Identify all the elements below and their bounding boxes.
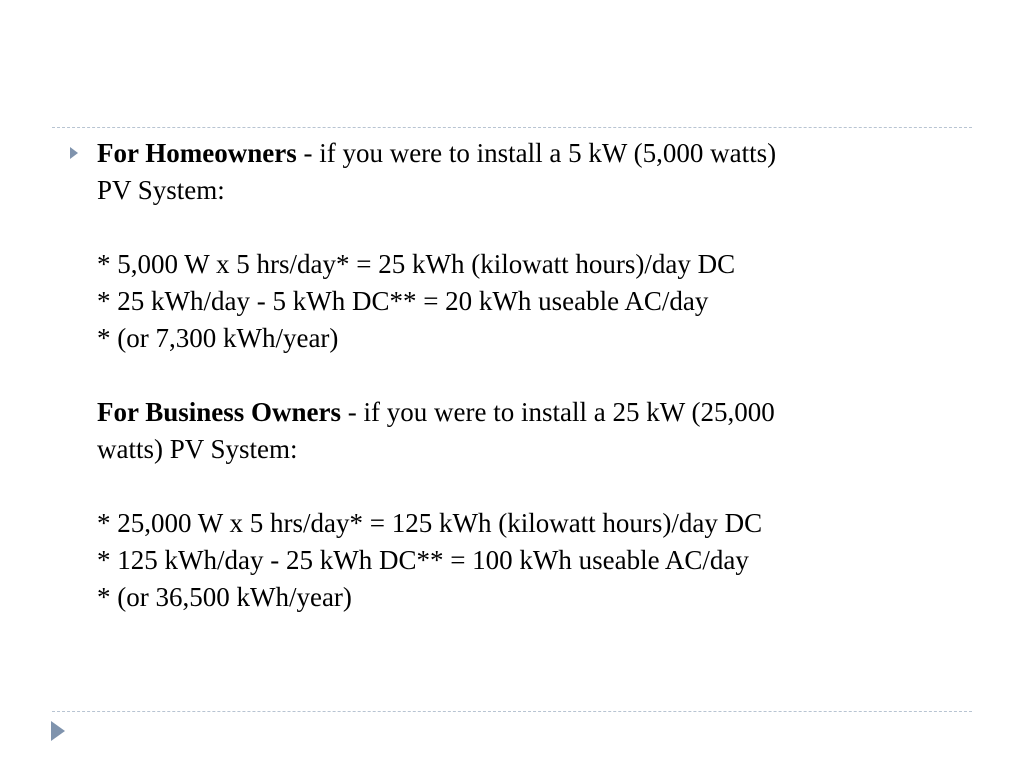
business-calc-line-3: * (or 36,500 kWh/year) <box>97 582 352 612</box>
homeowners-calc-line-3: * (or 7,300 kWh/year) <box>97 323 339 353</box>
play-arrow-icon[interactable] <box>51 721 65 741</box>
spacer <box>97 468 967 505</box>
spacer <box>97 209 967 246</box>
business-calc-line-2: * 125 kWh/day - 25 kWh DC** = 100 kWh useable AC/day <box>97 545 749 575</box>
business-lead-line <box>97 394 967 431</box>
business-calc-line-1: * 25,000 W x 5 hrs/day* = 125 kWh (kilowatt hours)/day DC <box>97 508 763 538</box>
homeowners-lead-line <box>97 135 967 172</box>
slide-body <box>97 135 967 616</box>
homeowners-lead-continuation: PV System: <box>97 175 225 205</box>
homeowners-calc-line-2: * 25 kWh/day - 5 kWh DC** = 20 kWh useable AC/day <box>97 286 709 316</box>
business-lead-continuation: watts) PV System: <box>97 434 298 464</box>
spacer <box>97 357 967 394</box>
homeowners-lead-text: - if you were to install a 5 kW (5,000 watts) <box>296 138 777 168</box>
homeowners-calc-line-1: * 5,000 W x 5 hrs/day* = 25 kWh (kilowatt hours)/day DC <box>97 249 736 279</box>
bottom-divider <box>52 711 972 712</box>
bullet-triangle-icon <box>70 147 78 159</box>
business-heading: For Business Owners <box>97 397 342 427</box>
business-lead-text: - if you were to install a 25 kW (25,000 <box>341 397 775 427</box>
top-divider <box>52 127 972 128</box>
homeowners-heading: For Homeowners <box>97 138 297 168</box>
